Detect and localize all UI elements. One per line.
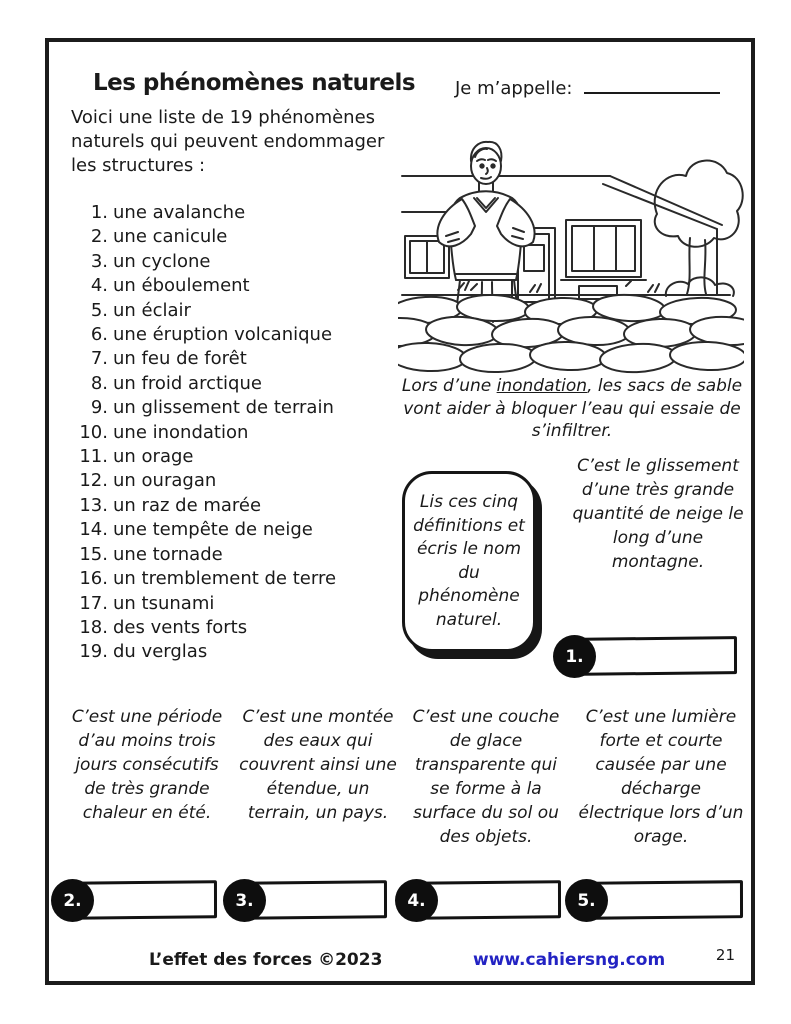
item-number: 1. xyxy=(90,202,108,223)
list-item xyxy=(65,592,405,616)
item-label: du verglas xyxy=(113,641,208,663)
list-item xyxy=(65,225,405,249)
item-label: un ouragan xyxy=(113,470,217,492)
house-roof xyxy=(603,176,722,229)
definition-2: C’est une période d’au moins trois jours consécutifs de très grande chaleur en été. xyxy=(71,707,223,823)
item-label: un cyclone xyxy=(113,250,211,272)
caption-underlined-word: inondation xyxy=(496,376,588,396)
list-item xyxy=(65,567,405,591)
house-door-panel xyxy=(524,245,544,271)
item-label: une avalanche xyxy=(113,202,246,223)
item-label: un feu de forêt xyxy=(113,348,247,370)
answer-blank-1 xyxy=(553,634,737,682)
answer-blank-3 xyxy=(223,878,387,926)
item-label: une tempête de neige xyxy=(113,519,313,541)
item-number: 16. xyxy=(79,568,108,590)
item-number: 18. xyxy=(79,616,108,638)
footer-website-link[interactable]: www.cahiersng.com xyxy=(473,950,666,970)
definition-5: C’est une lumière forte et courte causée par une décharge électrique lors d’un orage. xyxy=(578,707,744,847)
list-item xyxy=(65,494,405,518)
item-label: un froid arctique xyxy=(113,372,262,394)
illustration-caption xyxy=(399,375,745,443)
list-item xyxy=(65,518,405,542)
item-number: 9. xyxy=(90,397,108,419)
caption-post: , les sacs de sable vont aider à bloquer l’eau qui essaie de s’infiltrer. xyxy=(403,376,743,441)
item-label: un raz de marée xyxy=(113,494,262,516)
list-item xyxy=(65,445,405,469)
house-window-big-dividers xyxy=(594,226,616,271)
page-number: 21 xyxy=(715,946,735,964)
page-title: Les phénomènes naturels xyxy=(92,70,416,96)
item-number: 11. xyxy=(79,446,108,468)
item-number: 15. xyxy=(79,543,108,565)
item-number: 8. xyxy=(90,372,108,394)
answer-number-badge-4: 4. xyxy=(395,879,438,922)
list-item xyxy=(65,372,405,396)
list-item xyxy=(65,274,405,298)
list-item xyxy=(65,616,405,640)
item-number: 19. xyxy=(79,641,108,663)
sandbag xyxy=(670,341,744,372)
definition-1: C’est le glissement d’une très grande quantité de neige le long d’une montagne. xyxy=(572,456,744,572)
intro-text: Voici une liste de 19 phénomènes naturels qui peuvent endommager les structures : xyxy=(71,107,385,176)
item-number: 12. xyxy=(79,470,108,492)
item-label: un tsunami xyxy=(113,592,215,614)
list-item xyxy=(65,347,405,371)
name-blank-line[interactable] xyxy=(584,79,720,94)
answer-number-badge-2: 2. xyxy=(51,879,94,922)
list-item xyxy=(65,299,405,323)
item-label: une canicule xyxy=(113,226,228,248)
list-item xyxy=(65,421,405,445)
illustration-svg xyxy=(398,128,744,374)
sandbag xyxy=(599,342,676,374)
name-label: Je m’appelle: xyxy=(455,78,573,99)
list-item xyxy=(65,469,405,493)
answer-blank-2 xyxy=(51,878,217,926)
tree-crown xyxy=(655,161,743,247)
item-number: 14. xyxy=(79,519,108,541)
illustration-man-sandbags-house xyxy=(398,128,744,374)
item-label: un éboulement xyxy=(113,275,250,297)
bush xyxy=(666,277,734,296)
answer-number-badge-5: 5. xyxy=(565,879,608,922)
definition-3: C’est une montée des eaux qui couvrent ainsi une étendue, un terrain, un pays. xyxy=(239,707,397,823)
name-field xyxy=(455,78,735,99)
item-label: un glissement de terrain xyxy=(113,397,334,419)
house-window-big xyxy=(566,220,641,277)
answer-number-badge-1: 1. xyxy=(553,635,596,678)
list-item xyxy=(65,323,405,347)
item-number: 3. xyxy=(90,250,108,272)
man-right-eye xyxy=(491,164,494,167)
list-item xyxy=(65,640,405,664)
house-window-big-inner xyxy=(572,226,635,271)
sandbag xyxy=(460,343,537,374)
instruction-bubble: Lis ces cinq définitions et écris le nom du phénomène naturel. xyxy=(402,471,536,652)
item-number: 17. xyxy=(79,592,108,614)
item-label: un éclair xyxy=(113,299,191,321)
worksheet-page xyxy=(45,38,755,985)
sandbag-wall xyxy=(398,293,744,374)
item-number: 5. xyxy=(90,299,108,321)
grass-tufts xyxy=(458,281,659,292)
man-left-eye xyxy=(480,164,483,167)
definition-4: C’est une couche de glace transparente qui se forme à la surface du sol ou des objets. xyxy=(412,707,560,847)
footer-credit: L’effet des forces ©2023 xyxy=(149,950,383,970)
item-label: des vents forts xyxy=(113,616,248,638)
list-item xyxy=(65,543,405,567)
item-number: 7. xyxy=(90,348,108,370)
item-number: 4. xyxy=(90,275,108,297)
item-number: 6. xyxy=(90,324,108,346)
list-item xyxy=(65,250,405,274)
list-item xyxy=(65,201,405,225)
item-label: un tremblement de terre xyxy=(113,568,337,590)
caption-pre: Lors d’une xyxy=(401,376,497,396)
item-label: un orage xyxy=(113,446,194,468)
answer-blank-5 xyxy=(565,878,743,926)
item-label: une tornade xyxy=(113,543,223,565)
phenomena-list xyxy=(65,201,405,665)
sandbag xyxy=(398,342,466,373)
item-label: une inondation xyxy=(113,421,249,443)
answer-number-badge-3: 3. xyxy=(223,879,266,922)
list-item xyxy=(65,396,405,420)
answer-blank-4 xyxy=(395,878,561,926)
item-number: 13. xyxy=(79,494,108,516)
item-number: 10. xyxy=(79,421,108,443)
item-label: une éruption volcanique xyxy=(113,324,333,346)
item-number: 2. xyxy=(90,226,108,248)
